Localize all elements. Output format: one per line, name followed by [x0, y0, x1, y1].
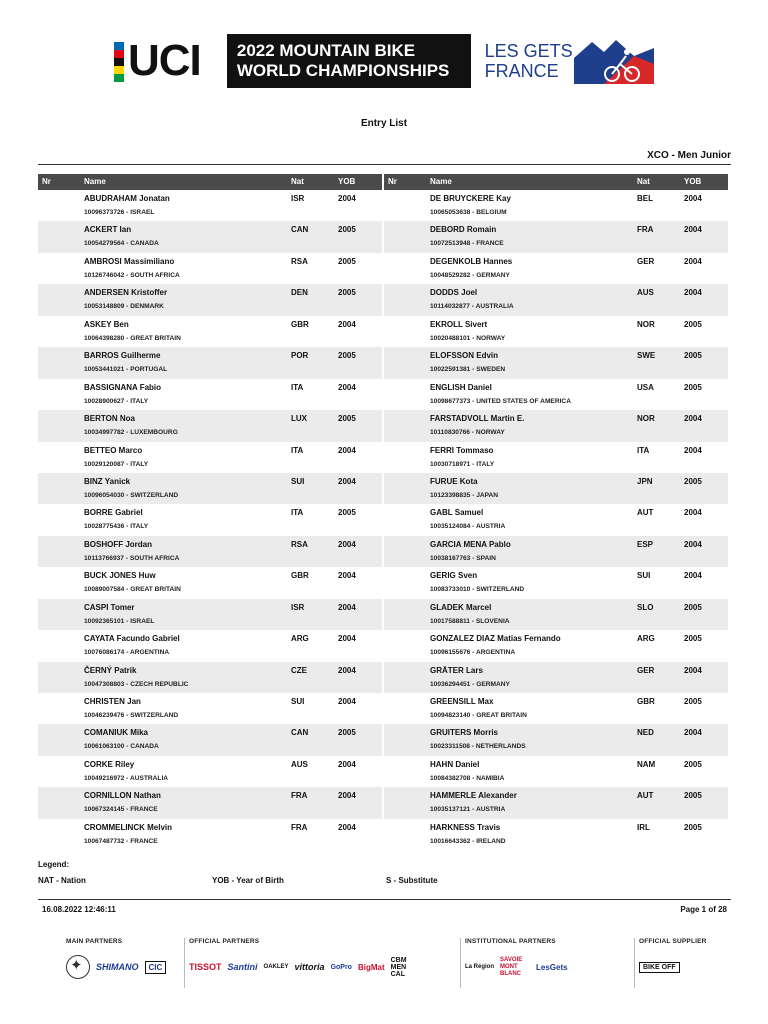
rider-yob: 2005 — [684, 634, 702, 644]
rider-yob: 2004 — [338, 382, 356, 392]
championship-title — [227, 34, 471, 88]
rider-uci-id: 10036294451 - GERMANY — [430, 680, 510, 688]
header-name: Name — [430, 177, 452, 186]
uci-logo — [110, 34, 227, 88]
header-yob: YOB — [338, 177, 356, 186]
rider-nation: RSA — [291, 256, 308, 266]
event-name: XCO - Men Junior — [647, 150, 731, 161]
rider-uci-id: 10029120087 - ITALY — [84, 460, 149, 468]
rider-nation: GER — [637, 256, 655, 266]
rider-yob: 2005 — [684, 822, 702, 832]
rider-nation: IRL — [637, 822, 650, 832]
rider-nation: ISR — [291, 194, 305, 203]
bike-off-logo: BIKE OFF — [639, 962, 680, 973]
table-row — [38, 630, 382, 661]
rider-yob: 2005 — [684, 319, 702, 329]
rider-uci-id: 10072513948 - FRANCE — [430, 240, 504, 248]
rider-name: CORNILLON Nathan — [84, 791, 161, 801]
les-gets-logo: LesGets — [536, 962, 568, 972]
table-row — [384, 693, 728, 724]
tissot-logo: TISSOT — [189, 962, 222, 972]
rider-uci-id: 10016643362 - IRELAND — [430, 837, 506, 845]
rider-uci-id: 10053441021 - PORTUGAL — [84, 366, 168, 374]
header-nat: Nat — [637, 177, 650, 186]
rider-name: FARSTADVOLL Martin E. — [430, 414, 525, 424]
rider-name: ABUDRAHAM Jonatan — [84, 194, 170, 203]
table-row — [38, 347, 382, 378]
rider-yob: 2004 — [338, 822, 356, 832]
venue — [471, 34, 658, 88]
table-row — [38, 662, 382, 693]
gopro-logo: GoPro — [330, 963, 352, 971]
rider-uci-id: 10017588811 - SLOVENIA — [430, 617, 510, 625]
divider — [38, 164, 731, 165]
rider-yob: 2004 — [684, 571, 702, 581]
rider-yob: 2004 — [338, 759, 356, 769]
rider-nation: SWE — [637, 351, 656, 361]
table-row — [384, 567, 728, 598]
rider-nation: ISR — [291, 602, 305, 612]
table-row — [384, 504, 728, 535]
rider-yob: 2004 — [684, 256, 702, 266]
rider-nation: GBR — [291, 571, 309, 581]
institutional-partners — [460, 938, 631, 988]
rider-yob: 2005 — [338, 288, 356, 298]
rider-name: BASSIGNANA Fabio — [84, 382, 162, 392]
rider-uci-id: 10023311508 - NETHERLANDS — [430, 743, 526, 751]
rider-uci-id: 10096054030 - SWITZERLAND — [84, 491, 179, 499]
rider-name: DEBORD Romain — [430, 225, 497, 235]
rider-yob: 2004 — [338, 791, 356, 801]
rider-name: BORRE Gabriel — [84, 508, 143, 518]
rider-name: HAMMERLE Alexander — [430, 791, 517, 801]
table-row — [384, 819, 728, 850]
table-row — [384, 410, 728, 441]
oakley-logo: OAKLEY — [263, 964, 289, 970]
official-supplier-title: OFFICIAL SUPPLIER — [639, 938, 707, 945]
rider-uci-id: 10084382708 - NAMIBIA — [430, 774, 505, 782]
rider-yob: 2004 — [338, 665, 356, 675]
rider-name: ELOFSSON Edvin — [430, 351, 499, 361]
rider-nation: FRA — [637, 225, 654, 235]
table-row — [38, 536, 382, 567]
venue-line-2: FRANCE — [484, 61, 559, 81]
table-row — [38, 599, 382, 630]
header-nr: Nr — [388, 177, 397, 186]
table-header — [384, 174, 728, 190]
rider-nation: ITA — [291, 445, 304, 455]
rider-nation: NED — [637, 728, 654, 738]
rider-name: GREENSILL Max — [430, 697, 494, 706]
legend-substitute: S - Substitute — [386, 876, 438, 885]
savoie-mont-blanc-logo: SAVOIE MONT BLANC — [500, 956, 523, 977]
legend-title: Legend: — [38, 860, 70, 869]
rider-uci-id: 10110830766 - NORWAY — [430, 429, 505, 437]
cbm-mencal-logo: CBM MEN CAL — [390, 956, 407, 978]
table-row — [384, 724, 728, 755]
rider-uci-id: 10061063100 - CANADA — [84, 743, 159, 751]
rider-uci-id: 10096373726 - ISRAEL — [84, 209, 155, 216]
rider-name: HAHN Daniel — [430, 759, 480, 769]
rider-nation: ITA — [637, 445, 650, 455]
rider-nation: AUS — [637, 288, 654, 298]
table-row — [38, 190, 382, 221]
rider-uci-id: 10020488101 - NORWAY — [430, 334, 506, 342]
rider-uci-id: 10067324145 - FRANCE — [84, 806, 158, 814]
rider-uci-id: 10035137121 - AUSTRIA — [430, 806, 506, 814]
rider-yob: 2004 — [338, 539, 356, 549]
rider-nation: NOR — [637, 414, 655, 424]
rider-name: BARROS Guilherme — [84, 351, 161, 361]
header-name: Name — [84, 177, 106, 186]
rider-name: GONZALEZ DIAZ Matias Fernando — [430, 634, 561, 644]
rider-uci-id: 10065053638 - BELGIUM — [430, 209, 507, 216]
header-nat: Nat — [291, 177, 304, 186]
rider-yob: 2005 — [684, 351, 702, 361]
rider-nation: CAN — [291, 728, 309, 738]
rider-name: ASKEY Ben — [84, 319, 129, 329]
rider-yob: 2005 — [338, 256, 356, 266]
table-row — [38, 410, 382, 441]
rider-name: GRUITERS Morris — [430, 728, 499, 738]
table-row — [384, 536, 728, 567]
rider-nation: USA — [637, 382, 654, 392]
rider-uci-id: 10028775436 - ITALY — [84, 523, 149, 531]
vittoria-logo: vittoria — [294, 962, 325, 972]
rider-yob: 2004 — [338, 571, 356, 581]
rider-uci-id: 10126746042 - SOUTH AFRICA — [84, 271, 180, 279]
rider-name: CROMMELINCK Melvin — [84, 822, 172, 832]
rider-uci-id: 10098677373 - UNITED STATES OF AMERICA — [430, 397, 571, 405]
rider-nation: ITA — [291, 382, 304, 392]
rider-nation: GBR — [637, 697, 655, 706]
rainbow-stripes — [114, 42, 124, 82]
rider-name: BINZ Yanick — [84, 476, 131, 486]
table-row — [38, 693, 382, 724]
rider-nation: FRA — [291, 791, 308, 801]
rider-name: HARKNESS Travis — [430, 822, 501, 832]
official-partners — [184, 938, 457, 988]
entry-table-left — [38, 174, 382, 850]
rider-name: FERRI Tommaso — [430, 445, 494, 455]
mountain-biker-icon — [574, 38, 654, 84]
rider-yob: 2004 — [684, 194, 702, 203]
table-row — [38, 284, 382, 315]
table-row — [38, 221, 382, 252]
table-row — [384, 253, 728, 284]
mercedes-logo-icon — [66, 955, 90, 979]
rider-nation: CZE — [291, 665, 307, 675]
table-row — [384, 316, 728, 347]
cic-logo: CIC — [145, 961, 167, 974]
table-row — [38, 316, 382, 347]
header-yob: YOB — [684, 177, 702, 186]
rider-yob: 2004 — [684, 288, 702, 298]
divider — [38, 899, 731, 900]
rider-uci-id: 10096155676 - ARGENTINA — [430, 649, 516, 657]
rider-uci-id: 10034997782 - LUXEMBOURG — [84, 429, 178, 437]
official-supplier — [634, 938, 729, 988]
table-row — [384, 599, 728, 630]
rider-nation: POR — [291, 351, 309, 361]
rider-nation: FRA — [291, 822, 308, 832]
table-row — [384, 379, 728, 410]
rider-yob: 2004 — [684, 728, 702, 738]
table-row — [384, 787, 728, 818]
rider-name: CAYATA Facundo Gabriel — [84, 634, 180, 644]
rider-nation: LUX — [291, 414, 307, 424]
rider-name: BOSHOFF Jordan — [84, 539, 153, 549]
rider-yob: 2005 — [684, 382, 702, 392]
rider-nation: CAN — [291, 225, 309, 235]
santini-logo: Santini — [227, 962, 258, 972]
table-row — [384, 347, 728, 378]
table-row — [384, 630, 728, 661]
rider-uci-id: 10076086174 - ARGENTINA — [84, 649, 170, 657]
rider-uci-id: 10067487732 - FRANCE — [84, 837, 158, 845]
rider-yob: 2005 — [684, 602, 702, 612]
official-partners-title: OFFICIAL PARTNERS — [189, 938, 260, 945]
rider-nation: ESP — [637, 539, 654, 549]
rider-nation: ARG — [291, 634, 309, 644]
rider-name: EKROLL Sivert — [430, 319, 488, 329]
rider-yob: 2004 — [338, 634, 356, 644]
rider-yob: 2005 — [338, 728, 356, 738]
rider-name: ENGLISH Daniel — [430, 382, 492, 392]
table-row — [38, 756, 382, 787]
rider-yob: 2004 — [338, 319, 356, 329]
rider-yob: 2004 — [338, 476, 356, 486]
main-partners — [62, 938, 180, 988]
rider-uci-id: 10049216972 - AUSTRALIA — [84, 774, 169, 782]
table-row — [38, 724, 382, 755]
table-header — [38, 174, 382, 190]
rider-nation: ITA — [291, 508, 304, 518]
rider-nation: JPN — [637, 476, 653, 486]
rider-nation: BEL — [637, 194, 653, 203]
header-nr: Nr — [42, 177, 51, 186]
rider-uci-id: 10038167763 - SPAIN — [430, 554, 496, 562]
rider-nation: GER — [637, 665, 655, 675]
bigmat-logo: BigMat — [357, 962, 385, 972]
rider-uci-id: 10046239476 - SWITZERLAND — [84, 712, 179, 719]
rider-name: CASPI Tomer — [84, 602, 135, 612]
rider-uci-id: 10113766937 - SOUTH AFRICA — [84, 554, 180, 562]
rider-yob: 2005 — [684, 791, 702, 801]
table-row — [38, 819, 382, 850]
table-row — [38, 442, 382, 473]
rider-uci-id: 10054279564 - CANADA — [84, 240, 159, 248]
rider-name: DEGENKOLB Hannes — [430, 256, 513, 266]
rider-yob: 2004 — [338, 697, 356, 706]
table-row — [38, 473, 382, 504]
la-region-logo: La Région — [465, 964, 495, 970]
table-row — [384, 221, 728, 252]
table-row — [38, 253, 382, 284]
rider-yob: 2004 — [684, 508, 702, 518]
table-row — [38, 787, 382, 818]
table-row — [384, 662, 728, 693]
rider-name: BUCK JONES Huw — [84, 571, 156, 581]
rider-uci-id: 10047308803 - CZECH REPUBLIC — [84, 680, 189, 688]
rider-nation: NAM — [637, 759, 656, 769]
rider-uci-id: 10114032877 - AUSTRALIA — [430, 303, 514, 311]
rider-uci-id: 10035124084 - AUSTRIA — [430, 523, 506, 531]
rider-yob: 2005 — [338, 414, 356, 424]
table-row — [384, 284, 728, 315]
rider-name: GARCIA MENA Pablo — [430, 539, 511, 549]
rider-nation: SUI — [637, 571, 651, 581]
rider-nation: RSA — [291, 539, 308, 549]
legend-yob: YOB - Year of Birth — [212, 876, 284, 885]
rider-yob: 2005 — [684, 476, 702, 486]
rider-yob: 2005 — [338, 225, 356, 235]
table-row — [384, 190, 728, 221]
table-row — [384, 756, 728, 787]
rider-name: ČERNÝ Patrik — [84, 665, 137, 675]
championship-line-1: 2022 MOUNTAIN BIKE — [236, 41, 416, 60]
championship-line-2: WORLD CHAMPIONSHIPS — [236, 61, 450, 80]
entry-table-right — [384, 174, 728, 850]
institutional-partners-title: INSTITUTIONAL PARTNERS — [465, 938, 556, 945]
rider-uci-id: 10028900627 - ITALY — [84, 397, 149, 405]
rider-name: GERIG Sven — [430, 571, 478, 581]
rider-yob: 2004 — [684, 225, 702, 235]
rider-name: CORKE Riley — [84, 759, 135, 769]
rider-name: DE BRUYCKERE Kay — [430, 194, 511, 203]
timestamp: 16.08.2022 12:46:11 — [42, 905, 116, 914]
rider-name: FURUE Kota — [430, 476, 478, 486]
rider-yob: 2004 — [338, 194, 356, 203]
rider-uci-id: 10048529282 - GERMANY — [430, 271, 510, 279]
rider-nation: ARG — [637, 634, 655, 644]
rider-uci-id: 10123398835 - JAPAN — [430, 491, 499, 499]
rider-nation: SLO — [637, 602, 654, 612]
venue-line-1: LES GETS — [484, 41, 573, 61]
rider-name: GRÄTER Lars — [430, 665, 483, 675]
rider-yob: 2004 — [338, 602, 356, 612]
page-number: Page 1 of 28 — [680, 905, 727, 914]
rider-nation: DEN — [291, 288, 308, 298]
rider-yob: 2004 — [338, 445, 356, 455]
rider-nation: NOR — [637, 319, 655, 329]
rider-name: GLADEK Marcel — [430, 602, 492, 612]
table-row — [38, 567, 382, 598]
table-row — [384, 473, 728, 504]
rider-uci-id: 10089007584 - GREAT BRITAIN — [84, 586, 181, 594]
rider-nation: AUS — [291, 759, 308, 769]
document-title: Entry List — [360, 118, 408, 129]
rider-yob: 2004 — [684, 445, 702, 455]
rider-name: BERTON Noa — [84, 414, 135, 424]
rider-name: AMBROSI Massimiliano — [84, 256, 175, 266]
rider-name: GABL Samuel — [430, 508, 484, 518]
rider-uci-id: 10064398280 - GREAT BRITAIN — [84, 334, 181, 342]
championship-banner — [110, 34, 658, 88]
rider-uci-id: 10030718971 - ITALY — [430, 460, 495, 468]
rider-nation: GBR — [291, 319, 309, 329]
rider-uci-id: 10094823140 - GREAT BRITAIN — [430, 712, 527, 719]
rider-yob: 2004 — [684, 539, 702, 549]
rider-nation: AUT — [637, 791, 654, 801]
legend-nat: NAT - Nation — [38, 876, 86, 885]
main-partners-title: MAIN PARTNERS — [66, 938, 123, 945]
rider-name: ACKERT Ian — [84, 225, 132, 235]
rider-uci-id: 10053148809 - DENMARK — [84, 303, 164, 311]
uci-letters: UCI — [128, 36, 201, 85]
rider-uci-id: 10083733010 - SWITZERLAND — [430, 586, 525, 594]
rider-name: COMANIUK Mika — [84, 728, 149, 738]
rider-name: DODDS Joel — [430, 288, 478, 298]
rider-yob: 2004 — [684, 414, 702, 424]
rider-name: ANDERSEN Kristoffer — [84, 288, 168, 298]
rider-name: BETTEO Marco — [84, 445, 143, 455]
rider-nation: AUT — [637, 508, 654, 518]
table-row — [38, 504, 382, 535]
rider-yob: 2005 — [338, 508, 356, 518]
rider-name: CHRISTEN Jan — [84, 697, 141, 706]
rider-nation: SUI — [291, 697, 305, 706]
rider-yob: 2005 — [338, 351, 356, 361]
rider-yob: 2004 — [684, 665, 702, 675]
table-row — [384, 442, 728, 473]
rider-uci-id: 10092365101 - ISRAEL — [84, 617, 155, 625]
rider-nation: SUI — [291, 476, 305, 486]
rider-yob: 2005 — [684, 697, 702, 706]
shimano-logo: SHIMANO — [96, 962, 139, 972]
table-row — [38, 379, 382, 410]
rider-uci-id: 10022591381 - SWEDEN — [430, 366, 506, 374]
rider-yob: 2005 — [684, 759, 702, 769]
